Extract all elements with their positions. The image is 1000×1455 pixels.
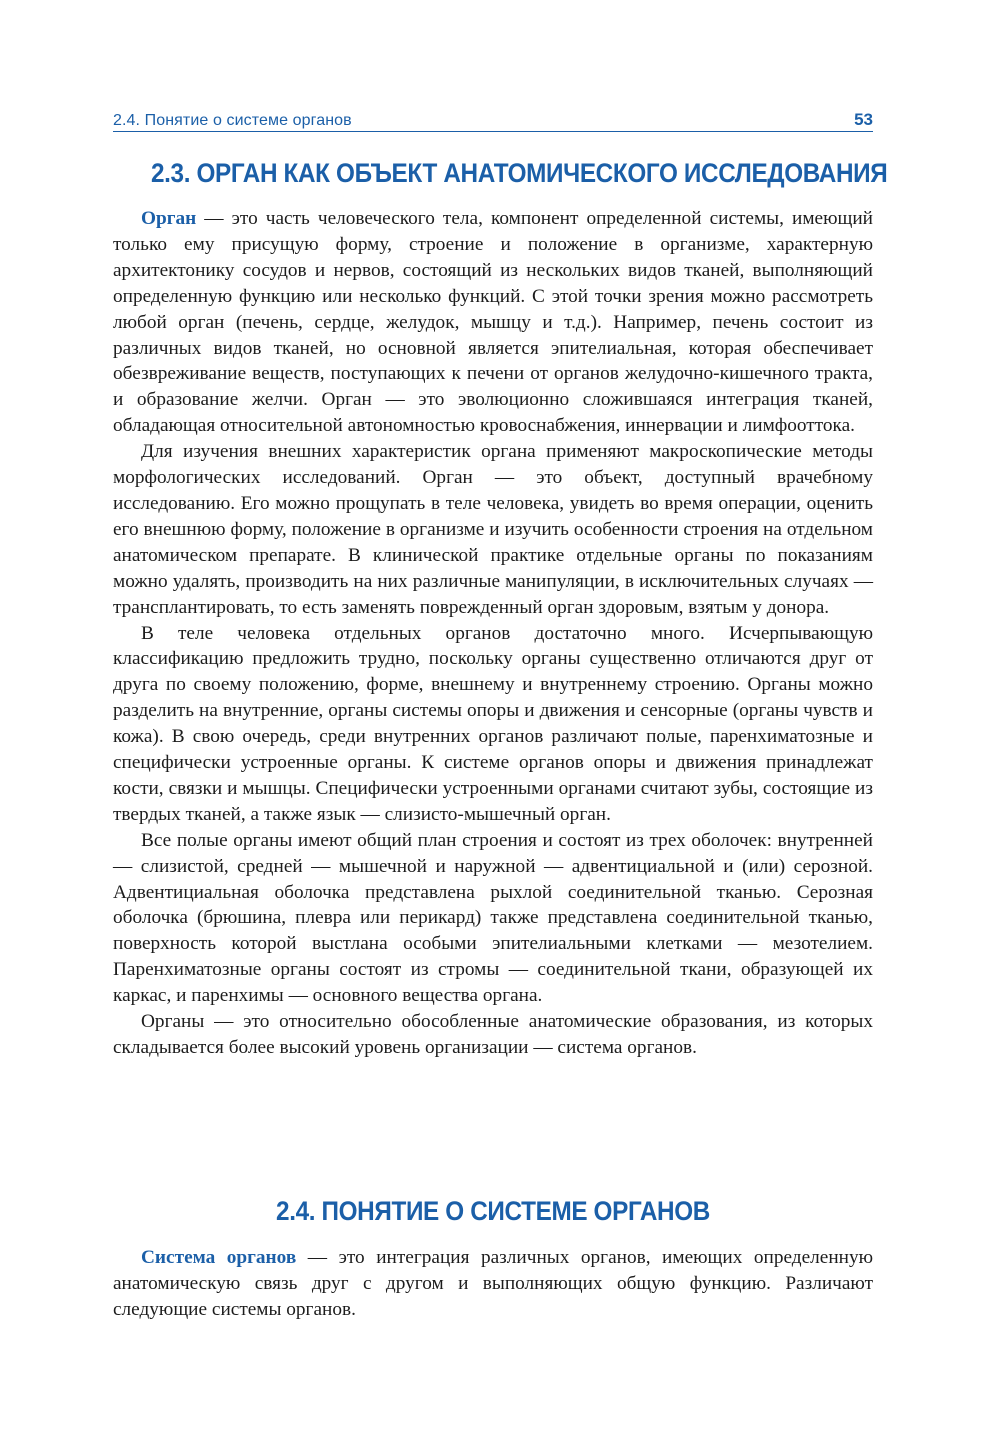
running-header-title: 2.4. Понятие о системе органов <box>113 112 352 129</box>
header-divider <box>113 131 873 132</box>
term-organ: Орган <box>141 208 197 229</box>
paragraph <box>113 206 873 439</box>
paragraph: Все полые органы имеют общий план строения и состоят из трех оболочек: внутренней — слизистой, средней — мышечной и наружной — адвентициальной и (или) серозной. Адвентициальная оболочка представлена рыхлой соединительной тканью. Серозная оболочка (брюшина, плевра или перикард) также представлена соединительной тканью, поверхность которой выстлана особыми эпителиальными клетками — мезотелием. Паренхиматозные органы состоят из стромы — соединительной ткани, образующей их каркас, и паренхимы — основного вещества органа. <box>113 829 873 1007</box>
paragraph: В теле человека отдельных органов достаточно много. Исчерпывающую классификацию предложить трудно, поскольку органы существенно отличаются друг от друга по своему положению, форме, внешнему и внутреннему строению. Органы можно разделить на внутренние, органы системы опоры и движения и сенсорные (органы чувств и кожа). В свою очередь, среди внутренних органов различают полые, паренхиматозные и специфически устроенные органы. К системе органов опоры и движения принадлежат кости, связки и мышцы. Специфически устроенными органами считают зубы, состоящие из твердых тканей, а также язык — слизисто-мышечный орган. <box>113 622 873 825</box>
paragraph <box>113 1245 873 1323</box>
paragraph-text: — это интеграция различных органов, имеющих определенную анатомическую связь друг с другом и выполняющих общую функцию. Различают следующие системы органов. <box>113 1247 874 1320</box>
section-2-3-body <box>113 206 873 1061</box>
paragraph-text: — это часть человеческого тела, компонент определенной системы, имеющий только ему присущую форму, строение и положение в организме, характерную архитектонику сосудов и нервов, состоящий из нескольких видов тканей, выполняющий определенную функцию или несколько функций. С этой точки зрения можно рассмотреть любой орган (печень, сердце, желудок, мышцу и т.д.). Например, печень состоит из различных видов тканей, но основной является эпителиальная, которая обеспечивает обезвреживание веществ, поступающих к печени от органов желудочно-кишечного тракта, и образование желчи. Орган — это эволюционно сложившаяся интеграция тканей, обладающая относительной автономностью кровоснабжения, иннервации и лимфооттока. <box>113 208 873 437</box>
term-organ-system: Система органов <box>141 1247 297 1268</box>
section-heading-2-4: 2.4. ПОНЯТИЕ О СИСТЕМЕ ОРГАНОВ <box>276 1196 710 1226</box>
running-header <box>113 104 873 130</box>
section-heading-2-3: 2.3. ОРГАН КАК ОБЪЕКТ АНАТОМИЧЕСКОГО ИССЛЕДОВАНИЯ <box>151 158 888 188</box>
paragraph: Органы — это относительно обособленные анатомические образования, из которых складывается более высокий уровень организации — система органов. <box>113 1011 873 1058</box>
page-number: 53 <box>854 110 873 129</box>
paragraph: Для изучения внешних характеристик органа применяют макроскопические методы морфологических исследований. Орган — это объект, доступный врачебному исследованию. Его можно прощупать в теле человека, увидеть во время операции, оценить его внешнюю форму, положение в организме и изучить особенности строения на отдельном анатомическом препарате. В клинической практике отдельные органы по показаниям можно удалять, производить на них различные манипуляции, в исключительных случаях — трансплантировать, то есть заменять поврежденный орган здоровым, взятым у донора. <box>113 441 873 618</box>
section-2-4-body <box>113 1245 873 1323</box>
